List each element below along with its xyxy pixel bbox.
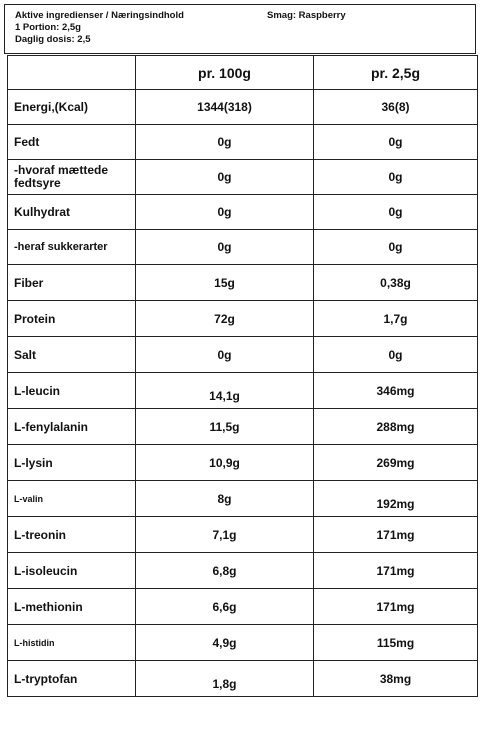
table-row (8, 445, 478, 481)
row-name: Salt (8, 337, 136, 373)
header-title: Aktive ingredienser / Næringsindhold (15, 10, 184, 21)
row-name: Fiber (8, 265, 136, 301)
header-cell-empty (8, 56, 136, 90)
table-row (8, 553, 478, 589)
row-per-serving: 36(8) (314, 90, 478, 125)
row-per100: 0g (136, 195, 314, 230)
header-per-100g: pr. 100g (136, 56, 314, 90)
row-per-serving: 171mg (314, 589, 478, 625)
row-per-serving: 0g (314, 160, 478, 195)
table-row (8, 409, 478, 445)
table-row (8, 517, 478, 553)
table-row (8, 301, 478, 337)
row-per-serving: 171mg (314, 517, 478, 553)
table-row (8, 90, 478, 125)
row-per-serving: 0,38g (314, 265, 478, 301)
row-per-serving: 0g (314, 195, 478, 230)
row-per-serving: 0g (314, 230, 478, 265)
row-per-serving: 192mg (314, 481, 478, 517)
row-per100: 0g (136, 337, 314, 373)
row-per100: 1,8g (136, 661, 314, 697)
row-per-serving: 288mg (314, 409, 478, 445)
table-row (8, 125, 478, 160)
row-per-serving: 115mg (314, 625, 478, 661)
row-name: L-fenylalanin (8, 409, 136, 445)
row-per-serving: 171mg (314, 553, 478, 589)
row-per-serving: 0g (314, 125, 478, 160)
table-row (8, 265, 478, 301)
row-name: Energi,(Kcal) (8, 90, 136, 125)
table-row (8, 373, 478, 409)
row-name: L-valin (8, 481, 136, 517)
row-name: L-isoleucin (8, 553, 136, 589)
daily-dose-label: Daglig dosis: 2,5 (15, 34, 91, 45)
row-name: Protein (8, 301, 136, 337)
row-per100: 11,5g (136, 409, 314, 445)
table-row (8, 589, 478, 625)
row-name: L-leucin (8, 373, 136, 409)
row-per100: 10,9g (136, 445, 314, 481)
table-row (8, 481, 478, 517)
table-row (8, 625, 478, 661)
row-name: -heraf sukkerarter (8, 230, 136, 265)
row-per-serving: 346mg (314, 373, 478, 409)
row-per100: 0g (136, 160, 314, 195)
row-per-serving: 1,7g (314, 301, 478, 337)
table-row (8, 230, 478, 265)
table-row (8, 661, 478, 697)
row-per100: 7,1g (136, 517, 314, 553)
row-per100: 8g (136, 481, 314, 517)
row-name: L-tryptofan (8, 661, 136, 697)
portion-label: 1 Portion: 2,5g (15, 22, 81, 33)
row-per100: 72g (136, 301, 314, 337)
table-row (8, 195, 478, 230)
row-per100: 0g (136, 230, 314, 265)
table-row (8, 160, 478, 195)
row-per-serving: 38mg (314, 661, 478, 697)
table-row (8, 337, 478, 373)
flavor-label: Smag: Raspberry (267, 10, 346, 21)
row-per-serving: 0g (314, 337, 478, 373)
row-name: Fedt (8, 125, 136, 160)
row-per100: 14,1g (136, 373, 314, 409)
row-name: L-lysin (8, 445, 136, 481)
row-per100: 6,8g (136, 553, 314, 589)
row-name: Kulhydrat (8, 195, 136, 230)
row-name: L-treonin (8, 517, 136, 553)
header-box (4, 4, 476, 54)
row-name: L-histidin (8, 625, 136, 661)
row-name: L-methionin (8, 589, 136, 625)
row-per100: 6,6g (136, 589, 314, 625)
row-per100: 1344(318) (136, 90, 314, 125)
row-per100: 4,9g (136, 625, 314, 661)
row-name: -hvoraf mættede fedtsyre (8, 160, 136, 195)
nutrition-table (7, 55, 478, 697)
table-header-row (8, 56, 478, 90)
row-per100: 0g (136, 125, 314, 160)
header-per-serving: pr. 2,5g (314, 56, 478, 90)
row-per100: 15g (136, 265, 314, 301)
row-per-serving: 269mg (314, 445, 478, 481)
